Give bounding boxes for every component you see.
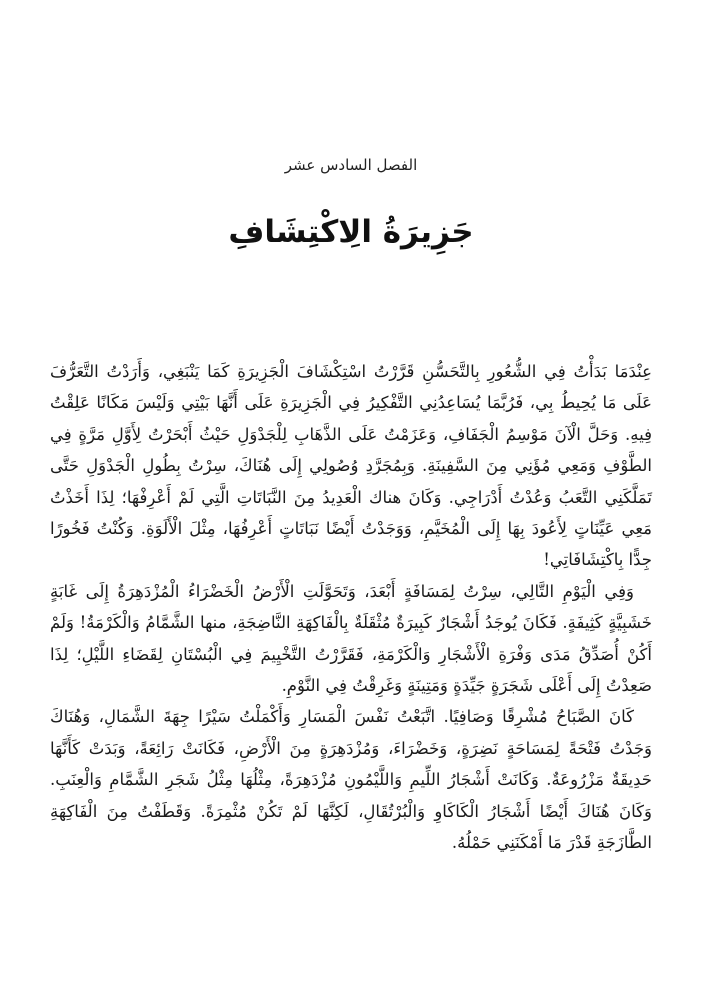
paragraph: عِنْدَمَا بَدَأْتُ فِي الشُّعُورِ بِالتَّحَسُّنِ قَرَّرْتُ اسْتِكْشَافَ الْجَزِيرَةِ كَمَا يَنْبَغِي، وَأَرَدْتُ التَّعَرُّفَ عَلَى مَا يُحِيطُ بِي، فَرُبَّمَا يُسَاعِدُنِي التَّفْكِيرُ فِي الْجَزِيرَةِ عَلَى أَنَّهَا بَيْتِي وَلَيْسَ مَكَانًا عَلِقْتُ فِيهِ. وَحَلَّ الْآنَ مَوْسِمُ الْجَفَافِ، وَعَزَمْتُ عَلَى الذَّهَابِ لِلْجَدْوَلِ حَيْثُ أَبْحَرْتُ لِأَوَّلِ مَرَّةٍ فِي الطَّوْفِ وَمَعِي مُؤَنِي مِنَ السَّفِينَةِ. وَبِمُجَرَّدِ وُصُولِي إِلَى هُنَاكَ، سِرْتُ بِطُولِ الْجَدْوَلِ حَتَّى تَمَلَّكَنِي التَّعَبُ وَعُدْتُ أَدْرَاجِي. وَكَانَ هناك الْعَدِيدُ مِنَ النَّبَاتَاتِ الَّتِي لَمْ أَعْرِفْهَا؛ لِذَا أَخَذْتُ مَعِي عَيِّنَاتٍ لِأَعُودَ بِهَا إِلَى الْمُخَيَّمِ، وَوَجَدْتُ أَيْضًا نَبَاتَاتٍ أَعْرِفُهَا، مِثْلَ الْأَلَوَةِ. وَكُنْتُ فَخُورًا جِدًّا بِاكْتِشَافَاتِي! (50, 362, 652, 570)
chapter-title: جَزِيرَةُ الِاكْتِشَافِ (228, 214, 474, 250)
chapter-label: الفصل السادس عشر (284, 156, 418, 174)
chapter-body (50, 356, 652, 859)
paragraph: كَانَ الصَّبَاحُ مُشْرِقًا وَصَافِيًا. اتَّبَعْتُ نَفْسَ الْمَسَارِ وَأَكْمَلْتُ سَيْرًا جِهَةَ الشَّمَالِ، وَهُنَاكَ وَجَدْتُ فَتْحَةً لِمَسَاحَةٍ نَضِرَةٍ، وَخَضْرَاءَ، وَمُزْدَهِرَةٍ مِنَ الْأَرْضِ، فَكَانَتْ رَائِعَةً، وَبَدَتْ كَأَنَّهَا حَدِيقَةٌ مَزْرُوعَةٌ. وَكَانَتْ أَشْجَارُ اللِّيمِ وَاللَّيْمُونِ مُزْدَهِرَةً، مِثْلُهَا مِثْلُ شَجَرِ الشَّمَّامِ وَالْعِنَبِ. وَكَانَ هُنَاكَ أَيْضًا أَشْجَارُ الْكَاكَاوِ وَالْبُرْتُقَالِ، لَكِنَّهَا لَمْ تَكُنْ مُثْمِرَةً. وَقَطَفْتُ مِنَ الْفَاكِهَةِ الطَّازَجَةِ قَدْرَ مَا أَمْكَنَنِي حَمْلُهُ. (50, 707, 652, 853)
paragraph: وَفِي الْيَوْمِ التَّالِي، سِرْتُ لِمَسَافَةٍ أَبْعَدَ، وَتَحَوَّلَتِ الْأَرْضُ الْخَضْرَاءُ الْمُزْدَهِرَةُ إِلَى غَابَةٍ خَشَبِيَّةٍ كَثِيفَةٍ. فَكَانَ يُوجَدُ أَشْجَارٌ كَبِيرَةٌ مُثْقَلَةٌ بِالْفَاكِهَةِ النَّاضِجَةِ، منها الشَّمَّامُ وَالْكَرْمَةُ! وَلَمْ أَكُنْ أُصَدِّقُ مَدَى وَفْرَةِ الْأَشْجَارِ وَالْكَرْمَةِ، فَقَرَّرْتُ التَّخْيِيمَ فِي الْبُسْتَانِ لِقَضَاءِ اللَّيْلِ؛ لِذَا صَعِدْتُ إِلَى أَعْلَى شَجَرَةٍ جَيِّدَةٍ وَمَتِينَةٍ وَغَرِقْتُ فِي النَّوْمِ. (50, 581, 652, 696)
